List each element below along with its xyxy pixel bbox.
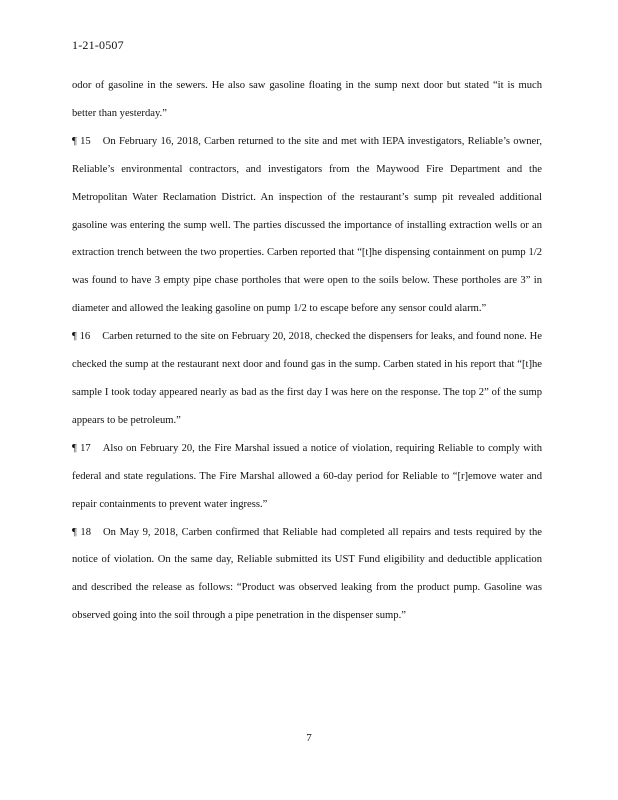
docket-number: 1-21-0507 xyxy=(72,38,124,52)
page-number: 7 xyxy=(306,732,312,744)
paragraph-number: ¶ 18 xyxy=(72,526,92,538)
paragraph-number: ¶ 16 xyxy=(72,331,91,343)
document-body xyxy=(72,72,542,630)
paragraph-continued xyxy=(72,72,542,128)
paragraph-text: On May 9, 2018, Carben confirmed that Reliable had completed all repairs and tests required by the notice of violation. On the same day, Reliable submitted its UST Fund eligibility and deductible application and described the release as follows: “Product was observed leaking from the product pump. Gasoline was observed going into the soil through a pipe penetration in the dispenser sump.” xyxy=(72,526,543,622)
paragraph-text: On February 16, 2018, Carben returned to the site and met with IEPA investigators, Reliable’s owner, Reliable’s environmental contractors, and investigators from the Maywood Fire Department and the Metropolitan Water Reclamation District. An inspection of the restaurant’s sump pit revealed additional gasoline was entering the sump well. The parties discussed the importance of installing extraction wells or an extraction trench between the two properties. Carben reported that “[t]he dispensing containment on pump 1/2 was found to have 3 empty pipe chase portholes that were open to the soils below. These portholes are 3” in diameter and allowed the leaking gasoline on pump 1/2 to escape before any sensor could alarm.” xyxy=(72,135,543,315)
paragraph-text: Also on February 20, the Fire Marshal issued a notice of violation, requiring Reliable to comply with federal and state regulations. The Fire Marshal allowed a 60-day period for Reliable to “[r]emove water and repair containments to prevent water ingress.” xyxy=(72,442,543,510)
paragraph-number: ¶ 17 xyxy=(72,442,91,454)
paragraph-text: odor of gasoline in the sewers. He also saw gasoline floating in the sump next door but stated “it is much better than yesterday.” xyxy=(72,80,542,119)
paragraph-16 xyxy=(72,323,542,435)
paragraph-17 xyxy=(72,435,542,519)
paragraph-text: Carben returned to the site on February 20, 2018, checked the dispensers for leaks, and found none. He checked the sump at the restaurant next door and found gas in the sump. Carben stated in his report that “[t]he sample I took today appeared nearly as bad as the first day I was here on the response. The top 2” of the sump appears to be petroleum.” xyxy=(72,331,542,426)
paragraph-15 xyxy=(72,128,542,323)
paragraph-number: ¶ 15 xyxy=(72,135,91,147)
paragraph-18 xyxy=(72,519,542,631)
